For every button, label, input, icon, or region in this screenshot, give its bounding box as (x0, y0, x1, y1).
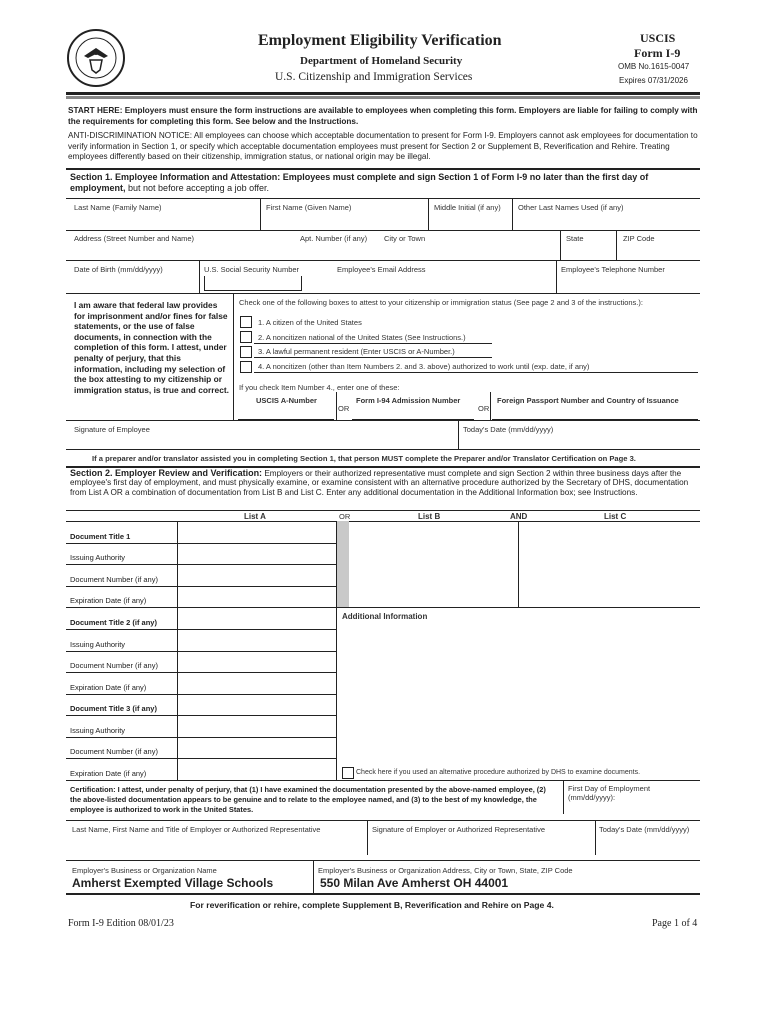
org-name-label: Employer's Business or Organization Name (72, 866, 217, 875)
first-day-label: First Day of Employment (mm/dd/yyyy): (568, 784, 651, 802)
passport-field[interactable] (492, 405, 698, 420)
employer-signature-field[interactable] (370, 836, 592, 854)
address-label: Address (Street Number and Name) (74, 234, 195, 243)
rule (254, 357, 492, 358)
attestation-text: I am aware that federal law provides for imprisonment and/or fines for false statements, or the use of false documents, in connection with the completion of this form. I attest, under penalty of perjury, that this information, including my selection of the box attesting to my citizenship or immigration status, is true and correct. (74, 300, 229, 395)
list-a-header: List A (244, 512, 266, 521)
other-last-names-field[interactable] (514, 212, 698, 230)
ssn-label: U.S. Social Security Number (204, 265, 300, 274)
rule (595, 821, 596, 855)
form-number: Form I-9 (634, 46, 681, 60)
expiration-date: Expires 07/31/2026 (619, 76, 688, 85)
rule (66, 820, 700, 821)
rule (66, 198, 700, 199)
rule (254, 372, 698, 373)
citizen-checkbox[interactable] (240, 316, 252, 328)
employer-signature-label: Signature of Employer or Authorized Representative (372, 825, 546, 834)
rule (66, 449, 700, 450)
doc-number-3-label: Document Number (if any) (70, 747, 158, 756)
noncitizen-national-option: 2. A noncitizen national of the United States (See Instructions.) (258, 333, 466, 342)
ssn-field[interactable] (204, 276, 302, 291)
org-address-value[interactable]: 550 Milan Ave Amherst OH 44001 (320, 876, 509, 890)
rule (556, 261, 557, 293)
rule (616, 231, 617, 261)
rule (199, 261, 200, 293)
rule (66, 607, 700, 608)
first-name-label: First Name (Given Name) (266, 203, 352, 212)
employer-name-label: Last Name, First Name and Title of Employer or Authorized Representative (72, 825, 321, 834)
i94-field[interactable] (352, 405, 474, 420)
last-name-field[interactable] (70, 212, 258, 230)
rule (458, 421, 459, 449)
start-here-notice: START HERE: Employers must ensure the form instructions are available to employees when completing this form. Employers are liable for failing to comply with the requirements for completing this form. See below and the Instructions. (68, 106, 698, 126)
phone-field[interactable] (558, 276, 698, 292)
uscis-a-number-field[interactable] (238, 405, 334, 420)
list-b-header: List B (418, 512, 441, 521)
omb-number: OMB No.1615-0047 (618, 62, 690, 71)
uscis-label: USCIS (640, 31, 676, 45)
rule (336, 521, 337, 780)
citizen-option: 1. A citizen of the United States (258, 318, 362, 327)
preparer-note: If a preparer and/or translator assisted you in completing Section 1, that person MUST complete the Preparer and/or Translator Certification on Page 3. (92, 454, 636, 463)
additional-info-label: Additional Information (342, 612, 428, 621)
rule (66, 651, 336, 652)
section1-header (70, 172, 698, 193)
email-label: Employee's Email Address (337, 265, 426, 274)
doc-number-2-label: Document Number (if any) (70, 661, 158, 670)
employer-date-label: Today's Date (mm/dd/yyyy) (599, 825, 690, 834)
permanent-resident-option: 3. A lawful permanent resident (Enter USCIS or A-Number.) (258, 347, 455, 356)
employee-date-label: Today's Date (mm/dd/yyyy) (463, 425, 554, 434)
rule (177, 521, 178, 780)
rule (66, 510, 700, 511)
employee-signature-label: Signature of Employee (74, 425, 150, 434)
rule (66, 230, 700, 231)
section1-title-tail: but not before accepting a job offer. (128, 182, 269, 193)
first-name-field[interactable] (262, 212, 428, 230)
apt-field[interactable] (298, 244, 378, 260)
anti-discrimination-notice: ANTI-DISCRIMINATION NOTICE: All employees can choose which acceptable documentation to present for Form I-9. Employers cannot ask employees for documentation to verify information in Section 1, or specify which acceptable documentation employees must present for Section 2 or Supplement B, Reverification and Rehire. Treating employees differently based on their citizenship, immigration status, or national origin may be illegal. (68, 131, 698, 162)
org-name-value[interactable]: Amherst Exempted Village Schools (72, 876, 274, 890)
section2-body: Employers or their authorized representative must complete and sign Section 2 within three business days after the employee's first day of employment, and must physically examine, or examine consistent with an alternative procedure authorized by the Secretary of DHS, documentation from List A OR a combination of documentation from List B and List C. Enter any additional documentation in the Additional Information box; see Instructions. (70, 469, 689, 497)
uscis-a-number-label: USCIS A-Number (256, 396, 317, 405)
employer-name-field[interactable] (70, 836, 364, 854)
rule (563, 780, 564, 814)
rule (66, 672, 336, 673)
state-field[interactable] (562, 244, 614, 260)
zip-label: ZIP Code (623, 234, 655, 243)
rule (66, 780, 700, 781)
dob-label: Date of Birth (mm/dd/yyyy) (74, 265, 163, 274)
agency-name: U.S. Citizenship and Immigration Services (275, 71, 473, 83)
permanent-resident-checkbox[interactable] (240, 346, 252, 358)
i94-label: Form I-94 Admission Number (356, 396, 461, 405)
form-title: Employment Eligibility Verification (258, 32, 502, 49)
issuing-authority-2-label: Issuing Authority (70, 640, 126, 649)
rule (66, 586, 336, 587)
issuing-authority-1-label: Issuing Authority (70, 553, 126, 562)
rule (490, 392, 491, 420)
certification-text: Certification: I attest, under penalty of perjury, that (1) I have examined the documentation presented by the above-named employee, (2) the above-listed documentation appears to be genuine and to relate to the employee named, and (3) to the best of my knowledge, the employee is authorized to work in the United States. (70, 785, 546, 814)
org-address-label: Employer's Business or Organization Address, City or Town, State, ZIP Code (318, 866, 573, 875)
rule (66, 521, 700, 522)
or-separator-2: OR (478, 404, 490, 413)
rule (313, 861, 314, 893)
section2-title: Section 2. Employer Review and Verification: (70, 468, 263, 478)
header-rule (66, 92, 700, 95)
rule (66, 715, 336, 716)
rule (254, 343, 492, 344)
rule (512, 199, 513, 231)
first-day-field[interactable] (566, 804, 698, 814)
middle-initial-label: Middle Initial (if any) (434, 203, 501, 212)
authorized-noncitizen-option: 4. A noncitizen (other than Item Numbers 2. and 3. above) authorized to work until (exp. date, if any) (258, 362, 590, 371)
rule (66, 629, 336, 630)
dob-field[interactable] (70, 276, 196, 292)
issuing-authority-3-label: Issuing Authority (70, 726, 126, 735)
passport-label: Foreign Passport Number and Country of Issuance (497, 396, 679, 405)
expiration-1-label: Expiration Date (if any) (70, 596, 147, 605)
or-header: OR (339, 512, 351, 521)
rule (66, 694, 336, 695)
rule (66, 564, 336, 565)
rule (367, 821, 368, 855)
expiration-3-label: Expiration Date (if any) (70, 769, 147, 778)
rule (518, 521, 519, 607)
apt-label: Apt. Number (if any) (300, 234, 368, 243)
authorized-noncitizen-checkbox[interactable] (240, 361, 252, 373)
expiration-2-label: Expiration Date (if any) (70, 683, 147, 692)
email-field[interactable] (334, 276, 554, 292)
rule (66, 543, 336, 544)
or-divider-column (336, 521, 349, 607)
rule (336, 392, 337, 420)
phone-label: Employee's Telephone Number (561, 265, 665, 274)
alt-procedure-label: Check here if you used an alternative procedure authorized by DHS to examine documents. (356, 769, 641, 776)
dhs-seal (66, 28, 126, 88)
rule (260, 199, 261, 231)
employee-signature-field[interactable] (70, 434, 454, 448)
department-name: Department of Homeland Security (300, 55, 463, 67)
other-last-names-label: Other Last Names Used (if any) (518, 203, 624, 212)
section1-title: Section 1. Employee Information and Attestation: (70, 172, 281, 182)
city-field[interactable] (382, 244, 560, 260)
section1-top-rule (66, 168, 700, 170)
section1-title-rest: Employees must complete and sign Section 1 of Form I-9 no later than the first day of employment, (70, 172, 649, 193)
city-label: City or Town (384, 234, 426, 243)
page-number: Page 1 of 4 (652, 918, 698, 929)
rule (66, 893, 700, 895)
list-c-doc-title-field[interactable] (520, 523, 698, 543)
header-bar (66, 96, 700, 99)
section2-header (70, 469, 698, 497)
form-edition: Form I-9 Edition 08/01/23 (68, 918, 174, 929)
item4-intro: If you check Item Number 4., enter one of these: (239, 383, 400, 392)
alt-procedure-checkbox[interactable] (342, 767, 354, 779)
list-b-doc-title-field[interactable] (350, 523, 516, 543)
rule (233, 294, 234, 420)
doc-title-3-label: Document Title 3 (if any) (70, 704, 157, 713)
rule (66, 260, 700, 261)
list-a-doc-title-1-field[interactable] (179, 523, 335, 543)
or-separator-1: OR (338, 404, 350, 413)
employer-date-field[interactable] (598, 836, 698, 854)
status-check-intro: Check one of the following boxes to attest to your citizenship or immigration status (See page 2 and 3 of the instructions.): (239, 298, 643, 307)
rule (66, 293, 700, 294)
middle-initial-field[interactable] (430, 212, 510, 230)
and-header: AND (510, 512, 528, 521)
additional-info-field[interactable] (340, 622, 698, 762)
state-label: State (566, 234, 584, 243)
rule (560, 231, 561, 261)
doc-title-2-label: Document Title 2 (if any) (70, 618, 157, 627)
last-name-label: Last Name (Family Name) (74, 203, 162, 212)
rule (66, 420, 700, 421)
noncitizen-national-checkbox[interactable] (240, 331, 252, 343)
rehire-note: For reverification or rehire, complete Supplement B, Reverification and Rehire on Page 4. (190, 900, 554, 910)
doc-title-1-label: Document Title 1 (70, 532, 131, 541)
rule (428, 199, 429, 231)
list-c-header: List C (604, 512, 627, 521)
rule (66, 860, 700, 861)
address-field[interactable] (70, 244, 296, 260)
rule (66, 737, 336, 738)
employee-date-field[interactable] (460, 434, 698, 448)
rule (66, 758, 336, 759)
zip-field[interactable] (618, 244, 698, 260)
doc-number-1-label: Document Number (if any) (70, 575, 158, 584)
